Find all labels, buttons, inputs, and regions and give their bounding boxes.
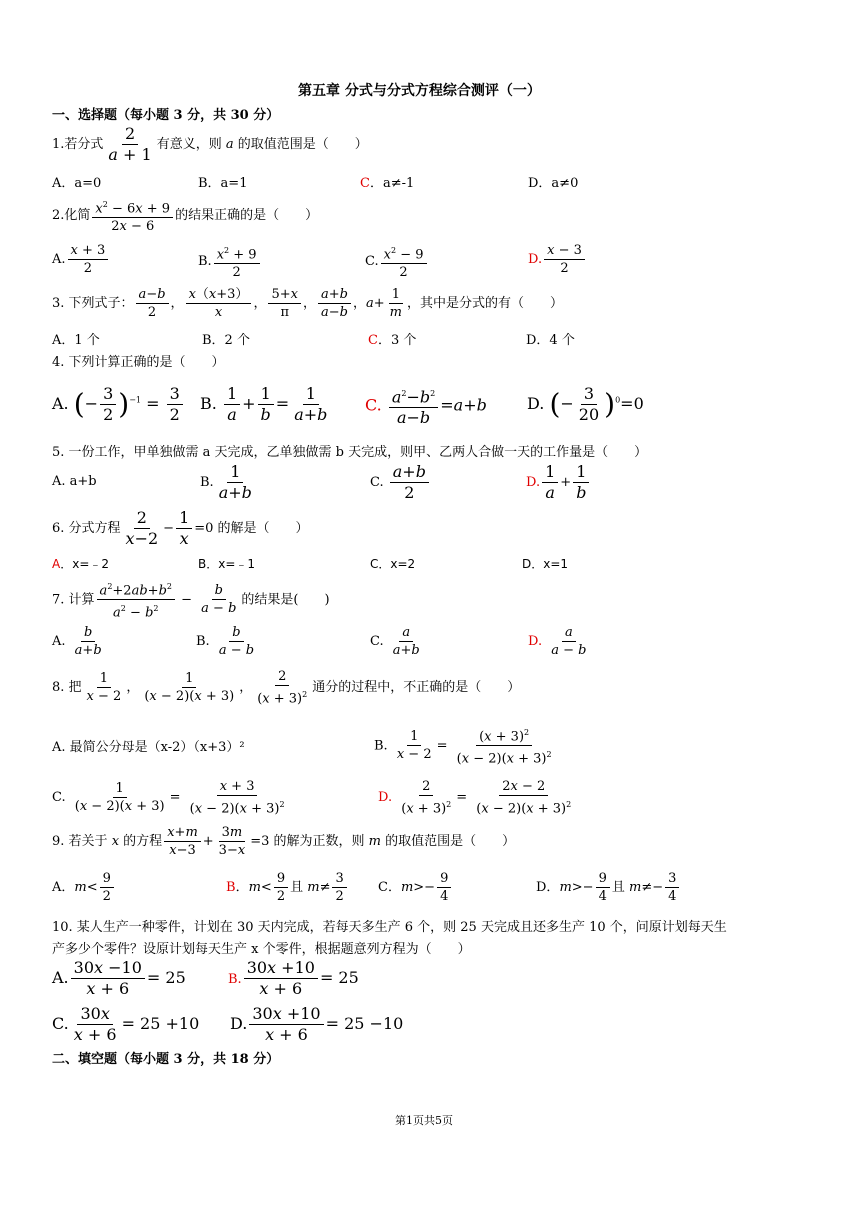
- q2-option-a[interactable]: A. $\frac{x + 3}{2}$: [52, 242, 110, 277]
- q4-option-d[interactable]: D. (− $\frac{3}{20}$ )$^0$=0: [527, 384, 644, 424]
- q9-option-a[interactable]: A．m< $\frac{9}{2}$: [52, 870, 116, 905]
- q4-option-c[interactable]: C. $\frac{a^2-b^2}{a-b}$ =a+b: [365, 384, 487, 428]
- q5-option-a[interactable]: A. a+b: [52, 474, 97, 489]
- q3-option-a[interactable]: A．1 个: [52, 333, 100, 348]
- fraction: $\frac{2}{a + 1}$: [108, 124, 152, 164]
- q9-option-d[interactable]: D．m>− $\frac{9}{4}$ 且 m≠− $\frac{3}{4}$: [536, 870, 681, 905]
- q6-option-a[interactable]: A．x=﹣2: [52, 557, 110, 571]
- q10-option-d[interactable]: D. $\frac{30x +10}{x + 6}$ = 25 −10: [230, 1004, 404, 1044]
- q7-option-b[interactable]: B. $\frac{b}{a - b}$: [196, 625, 255, 658]
- question-3: 3. 下列式子： $\frac{a-b}{2}$ ， $\frac{x(x+3)}{x}$ ， $\frac{5+x}{\pi}$ ， $\frac{a+b}{a-b}$ ，a+ $\frac{1}{m}$ ，其中是分式的有（ ）: [52, 287, 564, 320]
- q9-option-c[interactable]: C．m>− $\frac{9}{4}$: [378, 870, 453, 905]
- q10-option-a[interactable]: A. $\frac{30x -10}{x + 6}$ = 25: [52, 958, 186, 998]
- q2-option-c[interactable]: C. $\frac{x^2 - 9}{2}$: [365, 242, 429, 281]
- q10-option-b[interactable]: B. $\frac{30x +10}{x + 6}$ = 25: [228, 958, 359, 998]
- q4-option-b[interactable]: B. $\frac{1}{a}$ + $\frac{1}{b}$ = $\frac{1}{a+b}$: [200, 384, 328, 424]
- question-10-line1: 10. 某人生产一种零件，计划在 30 天内完成，若每天多生产 6 个，则 25 天完成且还多生产 10 个，问原计划每天生: [52, 920, 727, 935]
- q8-option-d[interactable]: D. $\frac{2}{(x + 3)^2}$ = $\frac{2x - 2}{(x - 2)(x + 3)^2}$: [378, 779, 572, 817]
- q6-option-d[interactable]: D．x=1: [522, 557, 569, 571]
- question-4: 4. 下列计算正确的是（ ）: [52, 355, 225, 370]
- question-5: 5. 一份工作，甲单独做需 a 天完成，乙单独做需 b 天完成，则甲、乙两人合做一天的工作量是（ ）: [52, 445, 648, 460]
- q5-option-d[interactable]: D. $\frac{1}{a}$ + $\frac{1}{b}$: [526, 462, 591, 503]
- q1-option-b[interactable]: B．a=1: [198, 176, 248, 191]
- q9-option-b[interactable]: B．m< $\frac{9}{2}$ 且 m≠ $\frac{3}{2}$: [226, 870, 349, 905]
- q10-option-c[interactable]: C. $\frac{30x}{x + 6}$ = 25 +10: [52, 1004, 200, 1044]
- fraction: $\frac{x^2 - 6x + 9}{2x - 6}$: [92, 196, 173, 235]
- question-2: 2.化简 $\frac{x^2 - 6x + 9}{2x - 6}$ 的结果正确的是（ ）: [52, 196, 318, 235]
- q1-option-a[interactable]: A．a=0: [52, 176, 102, 191]
- q1-option-d[interactable]: D．a≠0: [528, 176, 579, 191]
- q3-option-b[interactable]: B．2 个: [202, 333, 250, 348]
- q8-option-b[interactable]: B. $\frac{1}{x - 2}$ = $\frac{(x + 3)^2}{(x - 2)(x + 3)^2}$: [374, 724, 557, 768]
- q8-option-a[interactable]: A. 最简公分母是（x-2）（x+3）²: [52, 740, 245, 755]
- q3-option-d[interactable]: D．4 个: [526, 333, 575, 348]
- question-6: 6. 分式方程 $\frac{2}{x-2}$ − $\frac{1}{x}$ =0 的解是（ ）: [52, 508, 309, 548]
- question-9: 9. 若关于 x 的方程 $\frac{x+m}{x-3}$ + $\frac{3m}{3-x}$ =3 的解为正数，则 m 的取值范围是（ ）: [52, 825, 516, 858]
- q8-option-c[interactable]: C. $\frac{1}{(x - 2)(x + 3)}$ = $\frac{x + 3}{(x - 2)(x + 3)^2}$: [52, 779, 285, 817]
- section-fill-heading: 二、填空题（每小题 3 分，共 18 分）: [52, 1052, 280, 1067]
- q2-option-d[interactable]: D. $\frac{x - 3}{2}$: [528, 242, 587, 277]
- page-footer: 第1页共5页: [395, 1114, 453, 1127]
- q4-option-a[interactable]: A. (− $\frac{3}{2}$ )$^{-1}$ = $\frac{3}{2}$: [52, 384, 185, 425]
- q2-option-b[interactable]: B. $\frac{x^2 + 9}{2}$: [198, 242, 262, 281]
- q7-option-c[interactable]: C. $\frac{a}{a+b}$: [370, 625, 420, 658]
- q7-option-d[interactable]: D. $\frac{a}{a - b}$: [528, 625, 587, 658]
- q5-option-b[interactable]: B. $\frac{1}{a+b}$: [200, 462, 252, 502]
- question-10-line2: 产多少个零件？设原计划每天生产 x 个零件，根据题意列方程为（ ）: [52, 942, 471, 957]
- question-1: 1.若分式 $\frac{2}{a + 1}$ 有意义，则 a 的取值范围是（ ）: [52, 124, 368, 164]
- q3-option-c[interactable]: C．3 个: [368, 333, 417, 348]
- page-title: 第五章 分式与分式方程综合测评（一）: [298, 83, 541, 99]
- q5-option-c[interactable]: C. $\frac{a+b}{2}$: [370, 462, 431, 503]
- q6-option-b[interactable]: B．x=﹣1: [198, 557, 256, 571]
- section-choice-heading: 一、选择题（每小题 3 分，共 30 分）: [52, 108, 280, 123]
- q1-option-c[interactable]: C．a≠-1: [360, 176, 415, 191]
- q7-option-a[interactable]: A. $\frac{b}{a+b}$: [52, 625, 102, 658]
- q6-option-c[interactable]: C．x=2: [370, 557, 416, 571]
- question-8: 8. 把 $\frac{1}{x - 2}$ ， $\frac{1}{(x - 2)(x + 3)}$ ， $\frac{2}{(x + 3)^2}$ 通分的过程中，不正确的是（ ）: [52, 669, 521, 707]
- question-7: 7. 计算 $\frac{a^2+2ab+b^2}{a^2 - b^2}$ − $\frac{b}{a - b}$ 的结果是( ): [52, 578, 330, 622]
